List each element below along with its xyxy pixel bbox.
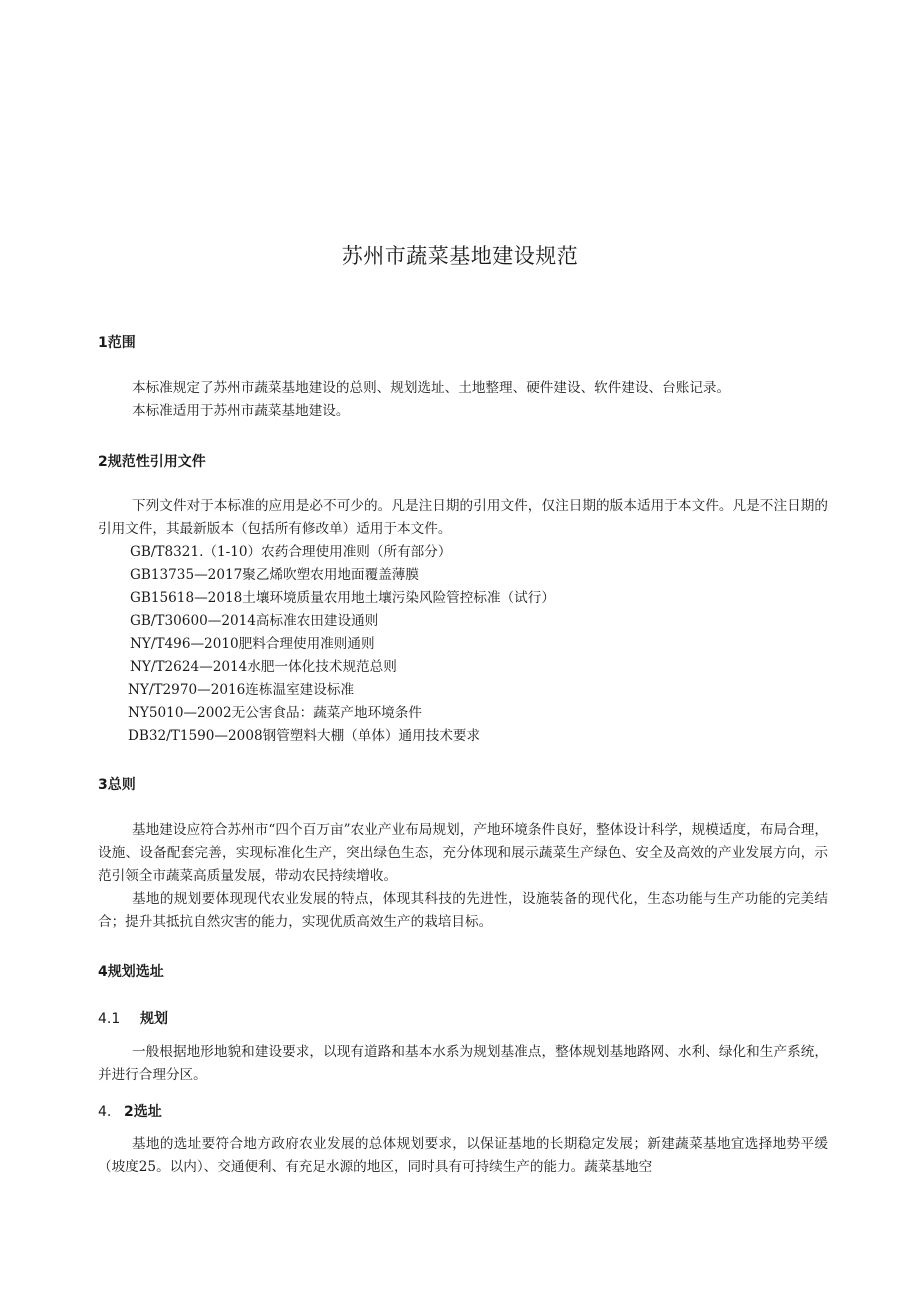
reference-item: NY/T2624—2014水肥一体化技术规范总则	[130, 659, 397, 675]
section-4-heading: 4规划选址	[98, 964, 164, 980]
subsection-4-2-paragraph: 基地的选址要符合地方政府农业发展的总体规划要求，以保证基地的长期稳定发展；新建蔬菜基地宜选择地势平缓（坡度25。以内）、交通便利、有充足水源的地区，同时具有可持续生产的能力。蔬菜基地空	[98, 1136, 828, 1175]
subsection-label: 规划	[140, 1011, 168, 1027]
subsection-number: 4.1	[98, 1011, 121, 1027]
subsection-4-2-heading	[98, 1101, 162, 1121]
section-1-paragraph-2: 本标准适用于苏州市蔬菜基地建设。	[132, 403, 350, 419]
section-2-heading: 2规范性引用文件	[98, 454, 206, 470]
section-3-paragraph-2: 基地的规划要体现现代农业发展的特点，体现其科技的先进性，设施装备的现代化，生态功能与生产功能的完美结合；提升其抵抗自然灾害的能力，实现优质高效生产的栽培目标。	[98, 891, 828, 930]
subsection-label: 2选址	[124, 1104, 162, 1120]
subsection-4-1-heading	[98, 1008, 168, 1028]
section-1-paragraph-1: 本标准规定了苏州市蔬菜基地建设的总则、规划选址、土地整理、硬件建设、软件建设、台账记录。	[132, 380, 731, 396]
reference-item: NY5010—2002无公害食品：蔬菜产地环境条件	[128, 705, 422, 721]
reference-item: GB/T8321.（1-10）农药合理使用准则（所有部分）	[130, 544, 452, 560]
section-1-heading: 1范围	[98, 335, 136, 351]
reference-item: GB15618—2018土壤环境质量农用地土壤污染风险管控标准（试行）	[130, 590, 555, 606]
reference-item: NY/T496—2010肥料合理使用准则通则	[130, 636, 375, 652]
subsection-number: 4.	[98, 1104, 112, 1120]
section-3-paragraph-1: 基地建设应符合苏州市“四个百万亩”农业产业布局规划，产地环境条件良好，整体设计科学，规模适度，布局合理，设施、设备配套完善，实现标准化生产，突出绿色生态，充分体现和展示蔬菜生产绿色、安全及高效的产业发展方向，示范引领全市蔬菜高质量发展，带动农民持续增收。	[98, 822, 828, 884]
section-2-paragraph-1: 下列文件对于本标准的应用是必不可少的。凡是注日期的引用文件，仅注日期的版本适用于本文件。凡是不注日期的引用文件，其最新版本（包括所有修改单）适用于本文件。	[98, 498, 828, 537]
reference-item: GB13735—2017聚乙烯吹塑农用地面覆盖薄膜	[130, 567, 419, 583]
subsection-4-1-paragraph: 一般根据地形地貌和建设要求，以现有道路和基本水系为规划基准点，整体规划基地路网、水利、绿化和生产系统，并进行合理分区。	[98, 1044, 828, 1083]
reference-item: NY/T2970—2016连栋温室建设标准	[128, 682, 355, 698]
reference-item: DB32/T1590—2008钢管塑料大棚（单体）通用技术要求	[128, 728, 481, 744]
section-3-heading: 3总则	[98, 777, 136, 793]
reference-item: GB/T30600—2014高标准农田建设通则	[130, 613, 379, 629]
document-title: 苏州市蔬菜基地建设规范	[341, 244, 579, 268]
